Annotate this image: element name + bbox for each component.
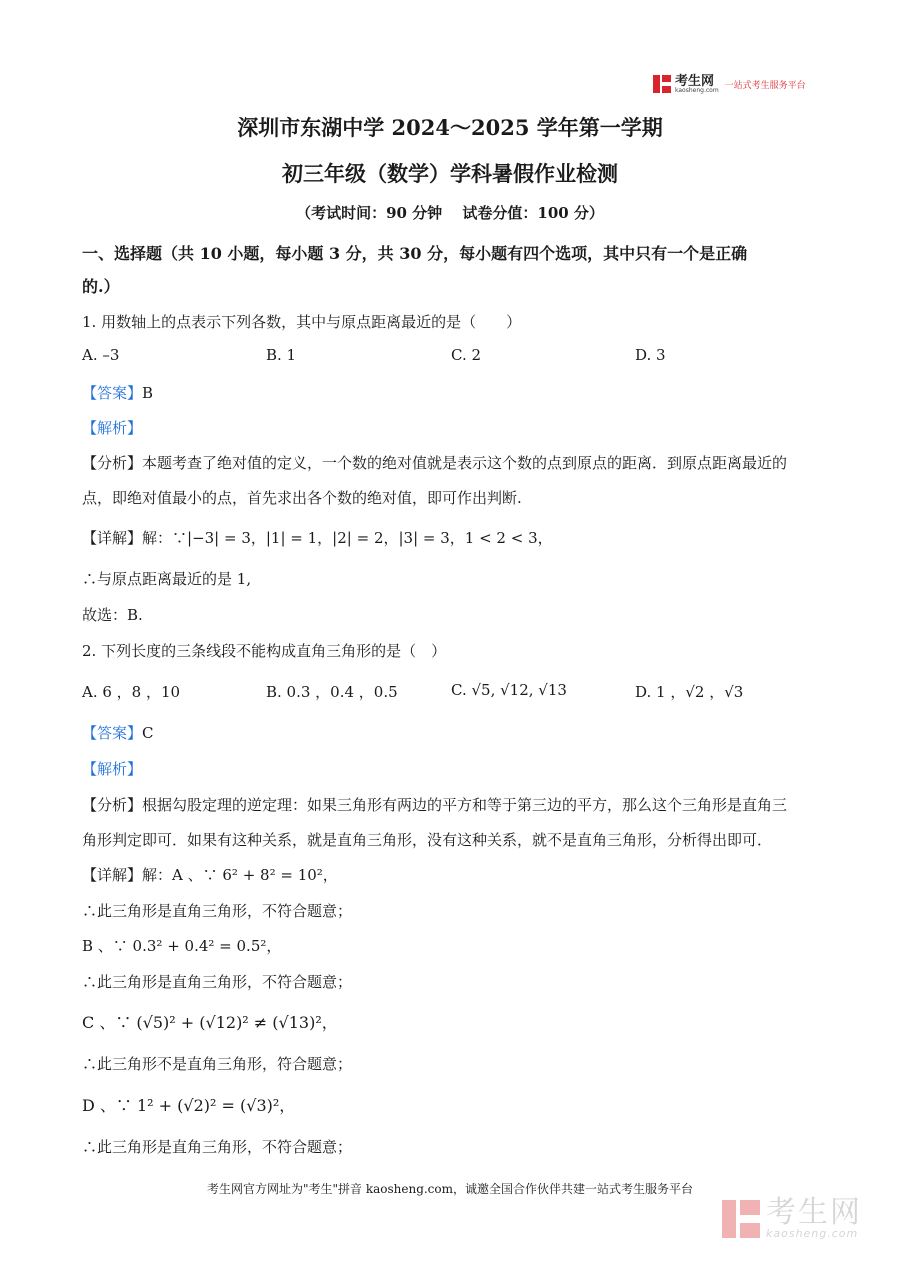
logo-cn: 考生网 <box>675 73 715 89</box>
exam-title-line2: 初三年级（数学）学科暑假作业检测 <box>282 161 618 186</box>
q2-answer-line <box>82 722 154 743</box>
answer-tag: 【答案】 <box>82 724 143 742</box>
section-heading-line2: 的.） <box>82 277 120 296</box>
q2-step-a: 解：A 、∵ 6² + 8² = 10²， <box>142 866 338 884</box>
q1-analysis-tag: 【解析】 <box>82 419 143 437</box>
q1-conclusion: ∴与原点距离最近的是 1, <box>82 570 252 588</box>
q1-option-b: B. 1 <box>266 346 297 364</box>
q2-step-d: D 、∵ 1² + (√2)² = (√3)²， <box>82 1096 296 1115</box>
q2-step-b-result: ∴此三角形是直角三角形，不符合题意； <box>82 973 353 991</box>
xiangjie-tag: 【详解】 <box>82 529 143 547</box>
q1-option-d: D. 3 <box>635 346 666 364</box>
q1-choice: 故选：B. <box>82 606 143 624</box>
q2-step-b: B 、∵ 0.3² + 0.4² = 0.5²， <box>82 937 282 955</box>
watermark-en: kaosheng.com <box>766 1227 859 1240</box>
kaosheng-logo-icon <box>653 75 671 93</box>
q2-fenxi-text1: 根据勾股定理的逆定理：如果三角形有两边的平方和等于第三边的平方，那么这个三角形是直角三 <box>142 796 788 814</box>
q1-xiangjie <box>82 527 553 548</box>
q2-fenxi-line1 <box>82 794 787 815</box>
q1-option-a: A. –3 <box>82 346 120 364</box>
logo-slogan: 一站式考生服务平台 <box>724 80 806 91</box>
q2-step-c-result: ∴此三角形不是直角三角形，符合题意； <box>82 1055 353 1073</box>
fenxi-tag: 【分析】 <box>82 796 143 814</box>
q1-fenxi-line1 <box>82 452 787 473</box>
q1-answer: B <box>142 384 154 402</box>
watermark-cn: 考生网 <box>766 1195 862 1230</box>
fenxi-tag: 【分析】 <box>82 454 143 472</box>
q2-option-d: D. 1 ，√2 ，√3 <box>635 683 744 701</box>
page-footer: 考生网官方网址为"考生"拼音 kaosheng.com，诚邀全国合作伙伴共建一站式考生服务平台 <box>206 1182 694 1196</box>
q2-option-c: C. √5, √12, √13 <box>451 681 567 699</box>
answer-tag: 【答案】 <box>82 384 143 402</box>
q2-analysis-tag: 【解析】 <box>82 760 143 778</box>
q1-option-c: C. 2 <box>451 346 482 364</box>
q2-option-a: A. 6 ，8 ，10 <box>82 683 181 701</box>
logo-en: kaosheng.com <box>675 86 719 94</box>
kaosheng-watermark <box>722 1195 862 1240</box>
q2-answer: C <box>142 724 154 742</box>
q2-option-b: B. 0.3 ，0.4 ，0.5 <box>266 683 398 701</box>
q2-step-a-result: ∴此三角形是直角三角形，不符合题意； <box>82 902 353 920</box>
q2-step-d-result: ∴此三角形是直角三角形，不符合题意； <box>82 1138 353 1156</box>
xiangjie-tag: 【详解】 <box>82 866 143 884</box>
q2-xiangjie-line <box>82 864 338 885</box>
q1-stem: 1. 用数轴上的点表示下列各数，其中与原点距离最近的是（ ） <box>82 313 522 331</box>
q1-fenxi-line2: 点，即绝对值最小的点，首先求出各个数的绝对值，即可作出判断. <box>82 489 522 507</box>
section-heading-line1: 一、选择题（共 10 小题，每小题 3 分，共 30 分，每小题有四个选项，其中只有一个是正确 <box>82 244 748 263</box>
q2-fenxi-line2: 角形判定即可．如果有这种关系，就是直角三角形，没有这种关系，就不是直角三角形，分析得出即可． <box>82 831 773 849</box>
q1-fenxi-text1: 本题考查了绝对值的定义，一个数的绝对值就是表示这个数的点到原点的距离．到原点距离最近的 <box>142 454 788 472</box>
q1-answer-line <box>82 382 153 403</box>
exam-title-line1: 深圳市东湖中学 2024～2025 学年第一学期 <box>237 115 663 140</box>
q1-xiangjie-text: 解：∵|−3| = 3，|1| = 1，|2| = 2，|3| = 3，1 < 2 < 3， <box>142 529 553 547</box>
exam-info: （考试时间：90 分钟 试卷分值：100 分） <box>296 204 604 222</box>
watermark-logo-icon <box>722 1200 760 1238</box>
q2-step-c: C 、∵ (√5)² + (√12)² ≠ (√13)²， <box>82 1013 338 1032</box>
kaosheng-logo <box>653 73 806 95</box>
q2-stem: 2. 下列长度的三条线段不能构成直角三角形的是（ ） <box>82 642 447 660</box>
